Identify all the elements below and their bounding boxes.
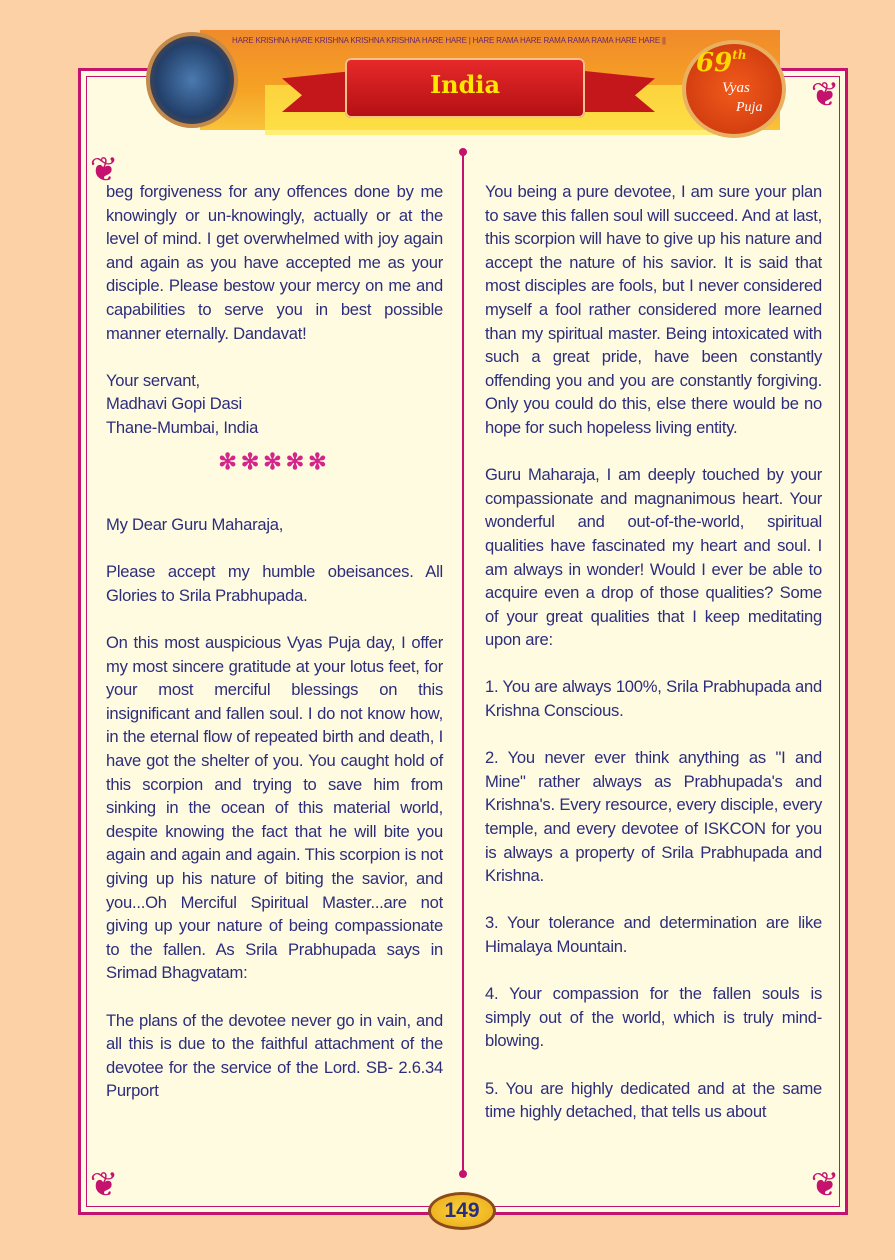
divider-dot — [459, 148, 467, 156]
paragraph: You being a pure devotee, I am sure your plan to save this fallen soul will succeed. And at last, this scorpion will have to give up his nature and accept the nature of his savior. It is said that most disciples are fools, but I never considered myself a fool rather considered more learned than my spiritual master. Being intoxicated with such a great pride, have been constantly offending you and you are constantly forgiving. Only you could do this, else there would be no hope for such hopeless living entity. — [485, 182, 822, 437]
quote-paragraph: The plans of the devotee never go in vain, and all this is due to the faithful attachment of the devotee for the service of the Lord. SB- 2.6.34 Purport — [106, 1010, 443, 1101]
corner-ornament-icon: ❦ — [810, 1166, 840, 1204]
list-item: 1. You are always 100%, Srila Prabhupada and Krishna Conscious. — [485, 677, 822, 721]
list-item: 3. Your tolerance and determination are like Himalaya Mountain. — [485, 913, 822, 956]
column-divider — [462, 152, 464, 1174]
deity-medallion-image — [146, 32, 238, 128]
list-item: 4. Your compassion for the fallen souls is simply out of the world, which is truly mind-blowing. — [485, 984, 822, 1051]
badge-line1: Vyas — [722, 80, 750, 96]
signature-line: Madhavi Gopi Dasi — [106, 394, 242, 414]
divider-dot — [459, 1170, 467, 1178]
right-column — [485, 180, 822, 1147]
mantra-text: HARE KRISHNA HARE KRISHNA KRISHNA KRISHNA HARE HARE | HARE RAMA HARE RAMA RAMA RAMA HARE HARE || — [232, 36, 666, 45]
paragraph: On this most auspicious Vyas Puja day, I offer my most sincere gratitude at your lotus feet, for your most merciful blessings on this insignificant and fallen soul. I do not know how, in the eternal flow of repeated birth and death, I have got the shelter of you. You caught hold of this scorpion and trying to save him from sinking in the ocean of this material world, despite knowing the fact that he will bite you again and again and again. This scorpion is not giving up his nature of biting the savior, and you...Oh Merciful Spiritual Master...are not giving up your nature of being compassionate to the fallen. As Srila Prabhupada says in Srimad Bhagvatam: — [106, 633, 443, 983]
left-column — [106, 180, 443, 1127]
badge-suffix: th — [732, 48, 747, 62]
badge-number: 69 — [696, 48, 733, 78]
star-separator: ✻✻✻✻✻ — [218, 448, 331, 474]
list-item: 5. You are highly dedicated and at the same time highly detached, that tells us about — [485, 1078, 822, 1122]
corner-ornament-icon: ❦ — [810, 76, 840, 114]
badge-line2: Puja — [736, 100, 763, 115]
vyas-puja-badge — [682, 40, 786, 138]
page-number: 149 — [428, 1192, 496, 1230]
paragraph: Guru Maharaja, I am deeply touched by your compassionate and magnanimous heart. Your wonderful and out-of-the-world, spiritual qualities have fascinated my heart and soul. I am always in wonder! Would I ever be able to acquire even a drop of those qualities? Some of your great qualities that I keep meditating upon are: — [485, 465, 822, 650]
salutation: My Dear Guru Maharaja, — [106, 515, 284, 535]
paragraph: Please accept my humble obeisances. All Glories to Srila Prabhupada. — [106, 562, 443, 605]
corner-ornament-icon: ❦ — [89, 1166, 119, 1204]
signature-line: Thane-Mumbai, India — [106, 417, 259, 437]
paragraph: beg forgiveness for any offences done by me knowingly or un-knowingly, actually or at the level of mind. I get overwhelmed with joy again and again as you have accepted me as your disciple. Please bestow your mercy on me and capabilities to serve you in best possible manner eternally. Dandavat! — [106, 182, 443, 343]
corner-ornament-icon: ❦ — [89, 151, 119, 189]
signature-block — [106, 369, 443, 440]
page-title: India — [429, 70, 501, 99]
signature-line: Your servant, — [106, 370, 200, 390]
list-item: 2. You never ever think anything as "I and Mine" rather always as Prabhupada's and Krishna's. Every resource, every disciple, every temple, and every devotee of ISKCON for you is always a property of Srila Prabhupada and Krishna. — [485, 748, 822, 886]
